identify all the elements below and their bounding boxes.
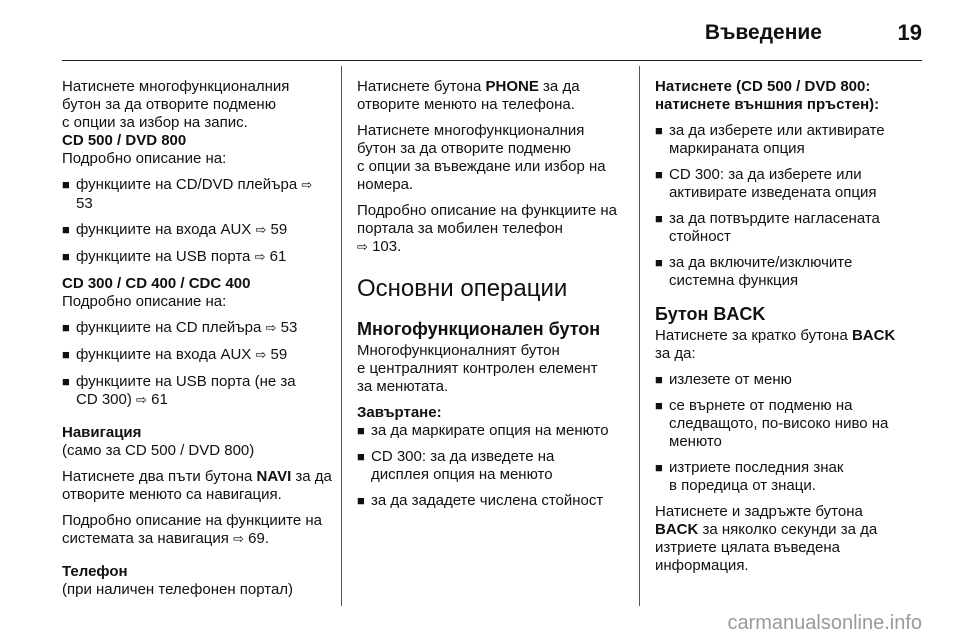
cd300-list xyxy=(62,319,332,410)
intro-paragraph: Натиснете многофункционалния бутон за да отворите подменю с опции за избор на запис. xyxy=(62,78,290,131)
list-item: ■ функциите на USB порта (не за CD 300) ⇨ 61 xyxy=(62,373,296,408)
multifunction-heading: Многофункционален бутон xyxy=(357,319,601,339)
page-ref-link[interactable]: 103. xyxy=(372,238,402,255)
bullet-icon: ■ xyxy=(655,255,663,270)
navigation-subheading: Навигация xyxy=(62,424,142,441)
section-heading: Основни операции xyxy=(357,275,568,302)
phone-detail: Подробно описание на функциите на портала за мобилен телефон ⇨ 103. xyxy=(357,202,617,255)
phone-multifunction-paragraph: Натиснете многофункционалния бутон за да отворите подменю с опции за въвеждане или избор на номера. xyxy=(357,122,606,193)
page-ref-link[interactable]: 53 xyxy=(280,319,298,336)
page-ref-link[interactable]: 59 xyxy=(270,346,288,363)
phone-subheading: Телефон xyxy=(62,563,128,580)
navigation-paragraph: Натиснете два пъти бутона NAVI за да отворите менюто са навигация. xyxy=(62,468,332,503)
header-rule xyxy=(62,60,922,61)
column-2 xyxy=(357,78,627,518)
list-item: ■ функциите на входа AUX ⇨ 59 xyxy=(62,346,288,363)
arrow-icon: ⇨ xyxy=(357,240,368,255)
page-number: 19 xyxy=(897,20,922,45)
back-paragraph: Натиснете за кратко бутона BACK за да: xyxy=(655,327,896,362)
bullet-icon: ■ xyxy=(62,177,70,192)
cd500-subheading: CD 500 / DVD 800 xyxy=(62,132,187,149)
back-button-label: BACK xyxy=(655,521,699,538)
bullet-icon: ■ xyxy=(357,423,365,438)
phone-note: (при наличен телефонен портал) xyxy=(62,581,294,598)
bullet-icon: ■ xyxy=(62,347,70,362)
hold-back-paragraph: Натиснете и задръжте бутона BACK за няколко секунди за да изтриете цялата въведена информация. xyxy=(655,503,878,574)
list-item: ■ за да зададете числена стойност xyxy=(357,492,604,509)
bullet-icon: ■ xyxy=(62,249,70,264)
arrow-icon: ⇨ xyxy=(301,178,313,193)
arrow-icon: ⇨ xyxy=(255,348,267,363)
bullet-icon: ■ xyxy=(62,320,70,335)
phone-paragraph: Натиснете бутона PHONE за да отворите менюто на телефона. xyxy=(357,78,580,113)
back-heading: Бутон BACK xyxy=(655,304,766,324)
list-item: ■ изтриете последния знак в поредица от знаци. xyxy=(655,459,844,494)
list-item: ■ за да потвърдите нагласената стойност xyxy=(655,210,880,245)
column-1 xyxy=(62,78,332,607)
list-item: ■ за да маркирате опция на менюто xyxy=(357,422,609,439)
navigation-note: (само за CD 500 / DVD 800) xyxy=(62,442,255,459)
bullet-icon: ■ xyxy=(655,211,663,226)
bullet-icon: ■ xyxy=(357,449,365,464)
navi-button-label: NAVI xyxy=(256,468,292,485)
page-ref-link[interactable]: 61 xyxy=(151,391,168,408)
bullet-icon: ■ xyxy=(655,372,663,387)
page-title: Въведение xyxy=(704,21,822,44)
list-item: ■ функциите на USB порта ⇨ 61 xyxy=(62,248,287,265)
column-divider xyxy=(639,66,640,606)
list-item: ■ за да включите/изключите системна функция xyxy=(655,254,853,289)
list-item: ■ функциите на входа AUX ⇨ 59 xyxy=(62,221,288,238)
turn-subheading: Завъртане: xyxy=(357,404,442,421)
bullet-icon: ■ xyxy=(62,374,70,389)
turn-list xyxy=(357,422,627,510)
page-ref-link[interactable]: 69. xyxy=(248,530,270,547)
bullet-icon: ■ xyxy=(655,167,663,182)
arrow-icon: ⇨ xyxy=(254,250,266,265)
column-3 xyxy=(655,78,925,583)
phone-button-label: PHONE xyxy=(485,78,539,95)
cd300-subheading: CD 300 / CD 400 / CDC 400 xyxy=(62,275,251,292)
list-item: ■ се върнете от подменю на следващото, по-високо ниво на менюто xyxy=(655,397,889,450)
back-list xyxy=(655,371,925,495)
press-list xyxy=(655,122,925,290)
back-button-label: BACK xyxy=(851,327,896,344)
bullet-icon: ■ xyxy=(357,493,365,508)
arrow-icon: ⇨ xyxy=(136,393,147,408)
bullet-icon: ■ xyxy=(655,460,663,475)
list-item: ■ CD 300: за да изберете или активирате изведената опция xyxy=(655,166,877,201)
list-item: ■ излезете от меню xyxy=(655,371,792,388)
column-divider xyxy=(341,66,342,606)
bullet-icon: ■ xyxy=(655,123,663,138)
page-ref-link[interactable]: 61 xyxy=(269,248,287,265)
list-item: ■ за да изберете или активирате маркираната опция xyxy=(655,122,885,157)
list-item: ■ CD 300: за да изведете на дисплея опция на менюто xyxy=(357,448,555,483)
arrow-icon: ⇨ xyxy=(255,223,267,238)
list-item: ■ функциите на CD плейъра ⇨ 53 xyxy=(62,319,298,336)
bullet-icon: ■ xyxy=(62,222,70,237)
cd500-description: Подробно описание на: xyxy=(62,150,227,167)
press-subheading: Натиснете (CD 500 / DVD 800: натиснете външния пръстен): xyxy=(655,78,880,113)
arrow-icon: ⇨ xyxy=(265,321,277,336)
bullet-icon: ■ xyxy=(655,398,663,413)
watermark: carmanualsonline.info xyxy=(727,612,922,634)
arrow-icon: ⇨ xyxy=(233,532,244,547)
page-header xyxy=(0,0,960,60)
cd300-description: Подробно описание на: xyxy=(62,293,227,310)
multifunction-description: Многофункционалният бутон е централният контролен елемент за менютата. xyxy=(357,342,598,395)
navigation-detail: Подробно описание на функциите на системата за навигация ⇨ 69. xyxy=(62,512,322,547)
page-ref-link[interactable]: 53 xyxy=(76,195,93,212)
cd500-list xyxy=(62,176,332,267)
list-item: ■ функциите на CD/DVD плейъра ⇨ 53 xyxy=(62,176,313,212)
page-ref-link[interactable]: 59 xyxy=(270,221,288,238)
